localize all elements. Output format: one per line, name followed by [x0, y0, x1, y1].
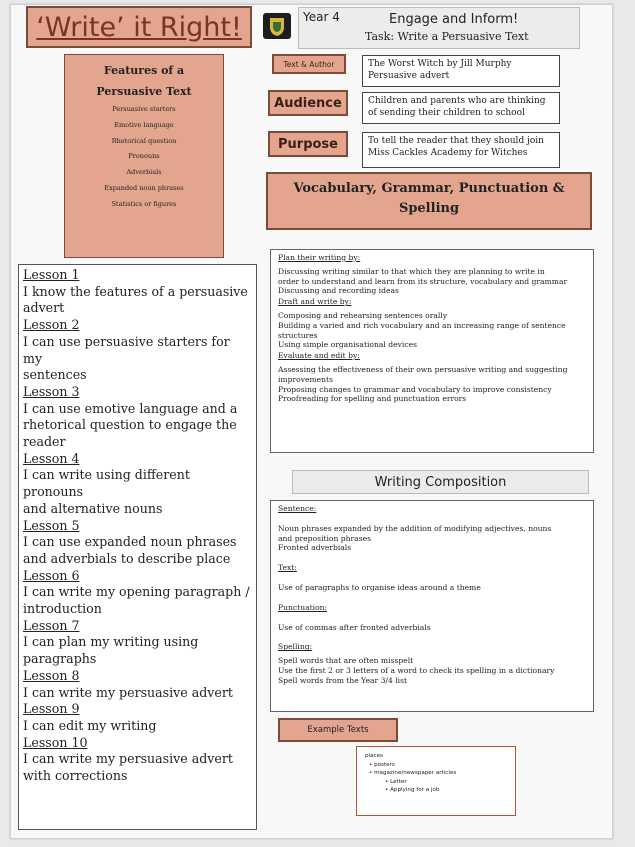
spg-subheading: Spelling: — [278, 642, 313, 652]
feature-item: Statistics or figures — [111, 199, 177, 208]
lesson-objective: I can use persuasive starters for my — [23, 333, 230, 366]
lesson-objective: I can write my opening paragraph / — [23, 584, 250, 600]
lesson-objective: reader — [23, 434, 66, 450]
features-heading-2: Persuasive Text — [96, 85, 192, 98]
lesson-objective: I can use emotive language and a — [23, 400, 238, 416]
lesson-objective: sentences — [23, 367, 87, 383]
plan-line: Discussing and recording ideas — [278, 286, 399, 296]
example-texts-label: Example Texts — [278, 718, 398, 742]
feature-item: Expanded noun phrases — [104, 183, 184, 192]
audience-line: Children and parents who are thinking — [368, 96, 546, 106]
feature-item: Emotive language — [114, 120, 174, 129]
lesson-objective: introduction — [23, 601, 102, 617]
vgps-heading — [266, 172, 592, 230]
text-author-box — [362, 55, 560, 87]
spg-line: Spell words that are often misspelt — [278, 656, 414, 666]
lesson-objective: rhetorical question to engage the — [23, 417, 237, 433]
spg-line: Fronted adverbials — [278, 543, 352, 553]
poster-title — [26, 6, 252, 48]
lesson-objective: I can write my persuasive advert — [23, 751, 233, 767]
purpose-box — [362, 132, 560, 168]
spg-line: Spell words from the Year 3/4 list — [278, 675, 408, 685]
year-label: Year 4 — [303, 10, 340, 24]
task-text: Task: Write a Persuasive Text — [365, 30, 529, 43]
lesson-objective: I can write my persuasive advert — [23, 684, 233, 700]
example-text-item: places — [365, 753, 383, 759]
lessons-panel — [18, 264, 257, 830]
feature-item: Adverbials — [126, 168, 162, 177]
lesson-heading: Lesson 5 — [23, 517, 80, 533]
spg-line: Use the first 2 or 3 letters of a word to check its spelling in a dictionary — [278, 665, 555, 675]
example-text-item: • magazine/newspaper articles — [369, 770, 457, 777]
example-text-subitem: • Letter — [385, 778, 407, 785]
audience-label: Audience — [268, 90, 348, 116]
plan-line: Discussing writing similar to that which they are planning to write in — [278, 266, 545, 276]
example-text-subitem-label: Letter — [390, 778, 407, 785]
example-texts-box — [356, 746, 516, 816]
spg-line: and preposition phrases — [278, 533, 371, 543]
plan-subheading: Plan their writing by: — [278, 253, 361, 262]
purpose-label: Purpose — [268, 131, 348, 157]
plan-line: Proposing changes to grammar and vocabulary to improve consistency — [278, 384, 552, 394]
example-text-subitem-label: Applying for a job — [390, 787, 440, 794]
text-author-line: The Worst Witch by Jill Murphy — [368, 59, 512, 69]
features-panel — [64, 54, 224, 258]
text-author-label: Text & Author — [272, 54, 346, 74]
lesson-objective: with corrections — [23, 768, 128, 784]
purpose-line: Miss Cackles Academy for Witches — [368, 148, 528, 158]
lesson-heading: Lesson 4 — [23, 450, 80, 466]
features-heading-1: Features of a — [103, 64, 185, 77]
lesson-objective: I can edit my writing — [23, 717, 157, 733]
plan-line: Proofreading for spelling and punctuation errors — [278, 394, 467, 404]
spg-subheading: Text: — [278, 563, 297, 573]
lesson-objective: I know the features of a persuasive — [23, 283, 248, 299]
lesson-objective: advert — [23, 300, 65, 316]
example-text-item: • posters — [369, 761, 395, 768]
lesson-heading: Lesson 1 — [23, 267, 80, 282]
plan-line: improvements — [278, 374, 334, 384]
plan-line: structures — [278, 330, 318, 340]
poster-title-text: ‘Write’ it Right! — [36, 11, 242, 43]
example-text-subitem: • Applying for a job — [385, 787, 440, 794]
writing-composition-heading: Writing Composition — [292, 470, 589, 494]
lesson-objective: I can plan my writing using — [23, 634, 199, 650]
engage-heading: Engage and Inform! — [389, 12, 519, 27]
spg-subheading: Punctuation: — [278, 602, 328, 612]
lesson-heading: Lesson 3 — [23, 383, 80, 399]
plan-line: order to understand and learn from its structure, vocabulary and grammar — [278, 276, 568, 286]
lesson-objective: I can use expanded noun phrases — [23, 534, 237, 550]
lesson-heading: Lesson 6 — [23, 567, 80, 583]
audience-box — [362, 92, 560, 124]
spg-line: Noun phrases expanded by the addition of modifying adjectives, nouns — [278, 523, 552, 533]
plan-line: Using simple organisational devices — [278, 340, 417, 350]
lesson-heading: Lesson 7 — [23, 617, 80, 633]
lesson-heading: Lesson 8 — [23, 667, 80, 683]
vgps-line: Vocabulary, Grammar, Punctuation & — [293, 181, 565, 196]
plan-subheading: Draft and write by: — [278, 297, 352, 307]
feature-item: Persuasive starters — [112, 105, 176, 113]
spg-line: Use of commas after fronted adverbials — [278, 622, 431, 632]
audience-line: of sending their children to school — [368, 108, 525, 118]
lesson-heading: Lesson 2 — [23, 317, 80, 333]
lesson-objective: and adverbials to describe place — [23, 550, 231, 566]
spg-line: Use of paragraphs to organise ideas around a theme — [278, 582, 481, 592]
lesson-objective: paragraphs — [23, 651, 97, 667]
feature-item: Pronouns — [128, 152, 160, 161]
purpose-line: To tell the reader that they should join — [368, 136, 544, 146]
plan-line: Composing and rehearsing sentences orally — [278, 310, 448, 320]
feature-item: Rhetorical question — [111, 136, 177, 145]
plan-line: Assessing the effectiveness of their own persuasive writing and suggesting — [278, 364, 568, 374]
vgps-line: Spelling — [398, 201, 460, 216]
plan-subheading: Evaluate and edit by: — [278, 351, 360, 361]
lesson-heading: Lesson 10 — [23, 734, 88, 750]
text-author-line: Persuasive advert — [368, 71, 450, 81]
lesson-heading: Lesson 9 — [23, 701, 80, 717]
plan-panel — [270, 249, 594, 453]
header-box — [298, 7, 580, 49]
lesson-objective: I can write using different pronouns — [23, 467, 190, 500]
spg-panel — [270, 500, 594, 712]
plan-line: Building a varied and rich vocabulary and an increasing range of sentence — [278, 320, 566, 330]
school-crest-icon — [262, 12, 292, 40]
lesson-objective: and alternative nouns — [23, 500, 163, 516]
spg-subheading: Sentence: — [278, 504, 317, 513]
